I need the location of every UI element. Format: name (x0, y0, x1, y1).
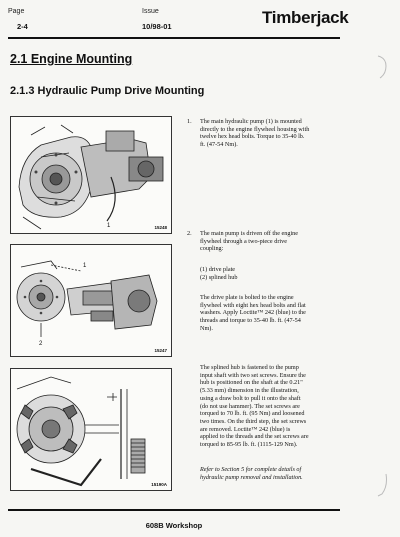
text-line: The main hydraulic pump (1) is mounted (200, 118, 302, 125)
scan-mark-top (376, 52, 392, 82)
text-line: (do not use hammer). The set screws are (200, 402, 300, 410)
reference-note (200, 466, 346, 481)
list-item: (1) drive plate (200, 266, 236, 273)
step-1 (187, 118, 346, 149)
text-line: Refer to Section 5 for complete details of (200, 466, 302, 473)
callout-1: 1 (107, 223, 111, 229)
figure-number: 15247 (154, 348, 167, 353)
page-label: Page (8, 8, 25, 15)
subsection-title: 2.1.3 Hydraulic Pump Drive Mounting (10, 85, 205, 97)
text-line: washers. Apply Loctite™ 242 (blue) to the (200, 309, 306, 317)
list-item: (2) splined hub (200, 273, 238, 281)
figure-number: 15190A (151, 482, 167, 487)
text-line: torqued to 70 lb. ft. (95 Nm) and loosened (200, 410, 305, 418)
section-title: 2.1 Engine Mounting (10, 52, 133, 66)
text-line: coupling: (200, 245, 224, 253)
step-2 (187, 230, 346, 253)
figure-drive-coupling (10, 244, 172, 357)
text-line: hub is positioned on the shaft at the 0.21" (200, 379, 303, 387)
callout-1: 1 (83, 263, 87, 269)
callout-2: 2 (39, 341, 43, 347)
text-line: (5.33 mm) dimension in the illustration, (200, 387, 299, 395)
text-line: two times. On the third step, the set screws (200, 417, 307, 425)
text-line: input shaft with two set screws. Ensure the (200, 371, 306, 379)
text-line: twelve hex head bolts. Torque to 35-40 lb. (200, 133, 305, 141)
text-line: torqued to 85-95 lb. ft. (1115-129 Nm). (200, 441, 298, 449)
text-line: directly to the engine flywheel housing with (200, 125, 310, 133)
text-line: ft. (47-54 Nm). (200, 141, 238, 149)
scan-mark-bottom (376, 470, 392, 500)
header-rule (8, 37, 340, 39)
page-number: 2-4 (17, 22, 28, 31)
step-number: 1. (187, 118, 192, 125)
brand-logo-text: Timberjack (262, 8, 349, 27)
footer-rule (8, 509, 340, 511)
drive-coupling-illustration (11, 245, 171, 356)
text-line: applied to the threads and the set screws are (200, 433, 309, 441)
footer-title: 608B Workshop (145, 521, 203, 530)
issue-label: Issue (142, 8, 159, 15)
text-line: are removed. Loctite™ 242 (blue) is (200, 425, 291, 433)
figure-number: 15248 (154, 225, 167, 230)
figure-splined-hub (10, 368, 172, 491)
splined-hub-paragraph (200, 364, 346, 449)
text-line: flywheel with eight hex head bolts and flat (200, 301, 306, 309)
coupling-parts-list (200, 266, 346, 281)
splined-hub-illustration (11, 369, 171, 490)
text-line: hydraulic pump removal and installation. (200, 473, 303, 481)
drive-plate-paragraph (200, 294, 346, 333)
text-line: using a draw bolt to pull it onto the shaft (200, 394, 301, 402)
step-number: 2. (187, 230, 192, 237)
text-line: threads and torque to 35-40 lb. ft. (47-54 (200, 317, 301, 325)
issue-date: 10/98-01 (142, 22, 172, 31)
figure-pump-mounting (10, 116, 172, 234)
text-line: flywheel through a two-piece drive (200, 237, 287, 245)
text-line: The splined hub is fastened to the pump (200, 364, 299, 371)
pump-mounting-illustration (11, 117, 171, 233)
text-line: The drive plate is bolted to the engine (200, 294, 294, 301)
text-line: The main pump is driven off the engine (200, 230, 299, 237)
text-line: Nm). (200, 324, 213, 332)
